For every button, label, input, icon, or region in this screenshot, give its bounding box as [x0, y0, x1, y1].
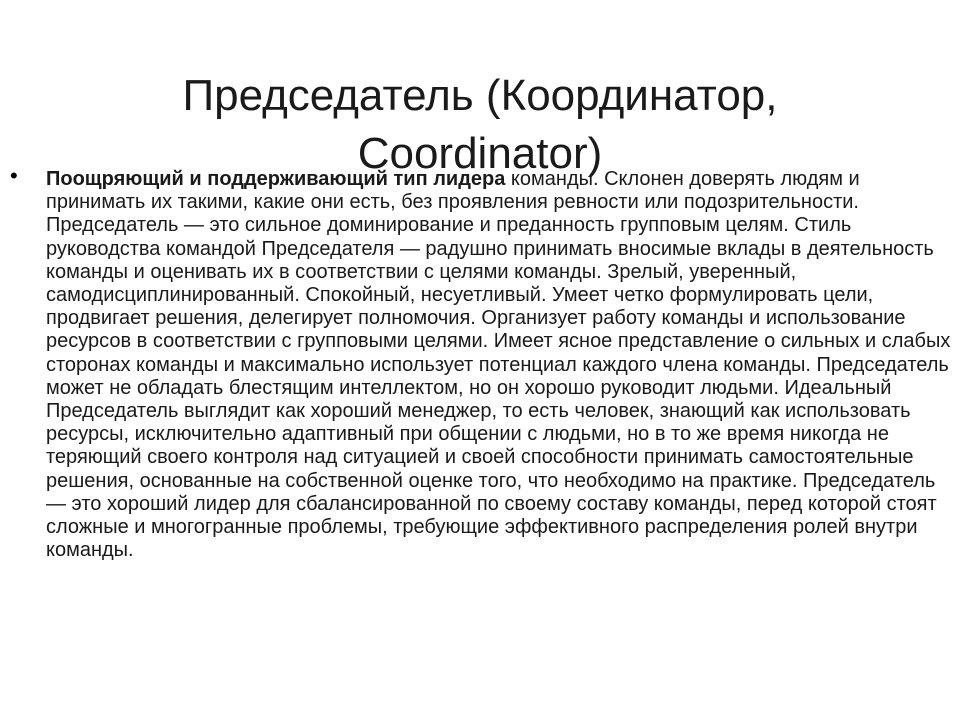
bullet-body-text: команды. Склонен доверять людям и принимать их такими, какие они есть, без проявления ревности или подозрительности. Председатель — это сильное доминирование и преданность групповым целям. Стиль руководства командой Председателя — радушно принимать вносимые вклады в деятельность команды и оценивать их в соответствии с целями команды. Зрелый, уверенный, самодисциплинированный. Спокойный, несуетливый. Умеет четко формулировать цели, продвигает решения, делегирует полномочия. Организует работу команды и использование ресурсов в соответствии с групповыми целями. Имеет ясное представление о сильных и слабых сторонах команды и максимально использует потенциал каждого члена команды. Председатель может не обладать блестящим интеллектом, но он хорошо руководит людьми. Идеальный Председатель выглядит как хороший менеджер, то есть человек, знающий как использовать ресурсы, исключительно адаптивный при общении с людьми, но в то же время никогда не теряющий своего контроля над ситуацией и своей способности принимать самостоятельные решения, основанные на собственной оценке того, что необходимо на практике. Председатель — это хороший лидер для сбалансированной по своему составу команды, перед которой стоят сложные и многогранные проблемы, требующие эффективного распределения ролей внутри команды.	[46, 168, 951, 562]
slide-title-line-2: Coordinator)	[357, 129, 603, 179]
slide-title-line-1: Председатель (Координатор,	[182, 71, 778, 121]
slide-title	[60, 67, 900, 183]
bullet-bold-lead: Поощряющий и поддерживающий тип лидера	[46, 168, 506, 190]
bullet-paragraph	[46, 168, 955, 562]
bullet-list	[10, 163, 955, 562]
bullet-marker: •	[10, 163, 18, 188]
bullet-item	[10, 163, 955, 562]
